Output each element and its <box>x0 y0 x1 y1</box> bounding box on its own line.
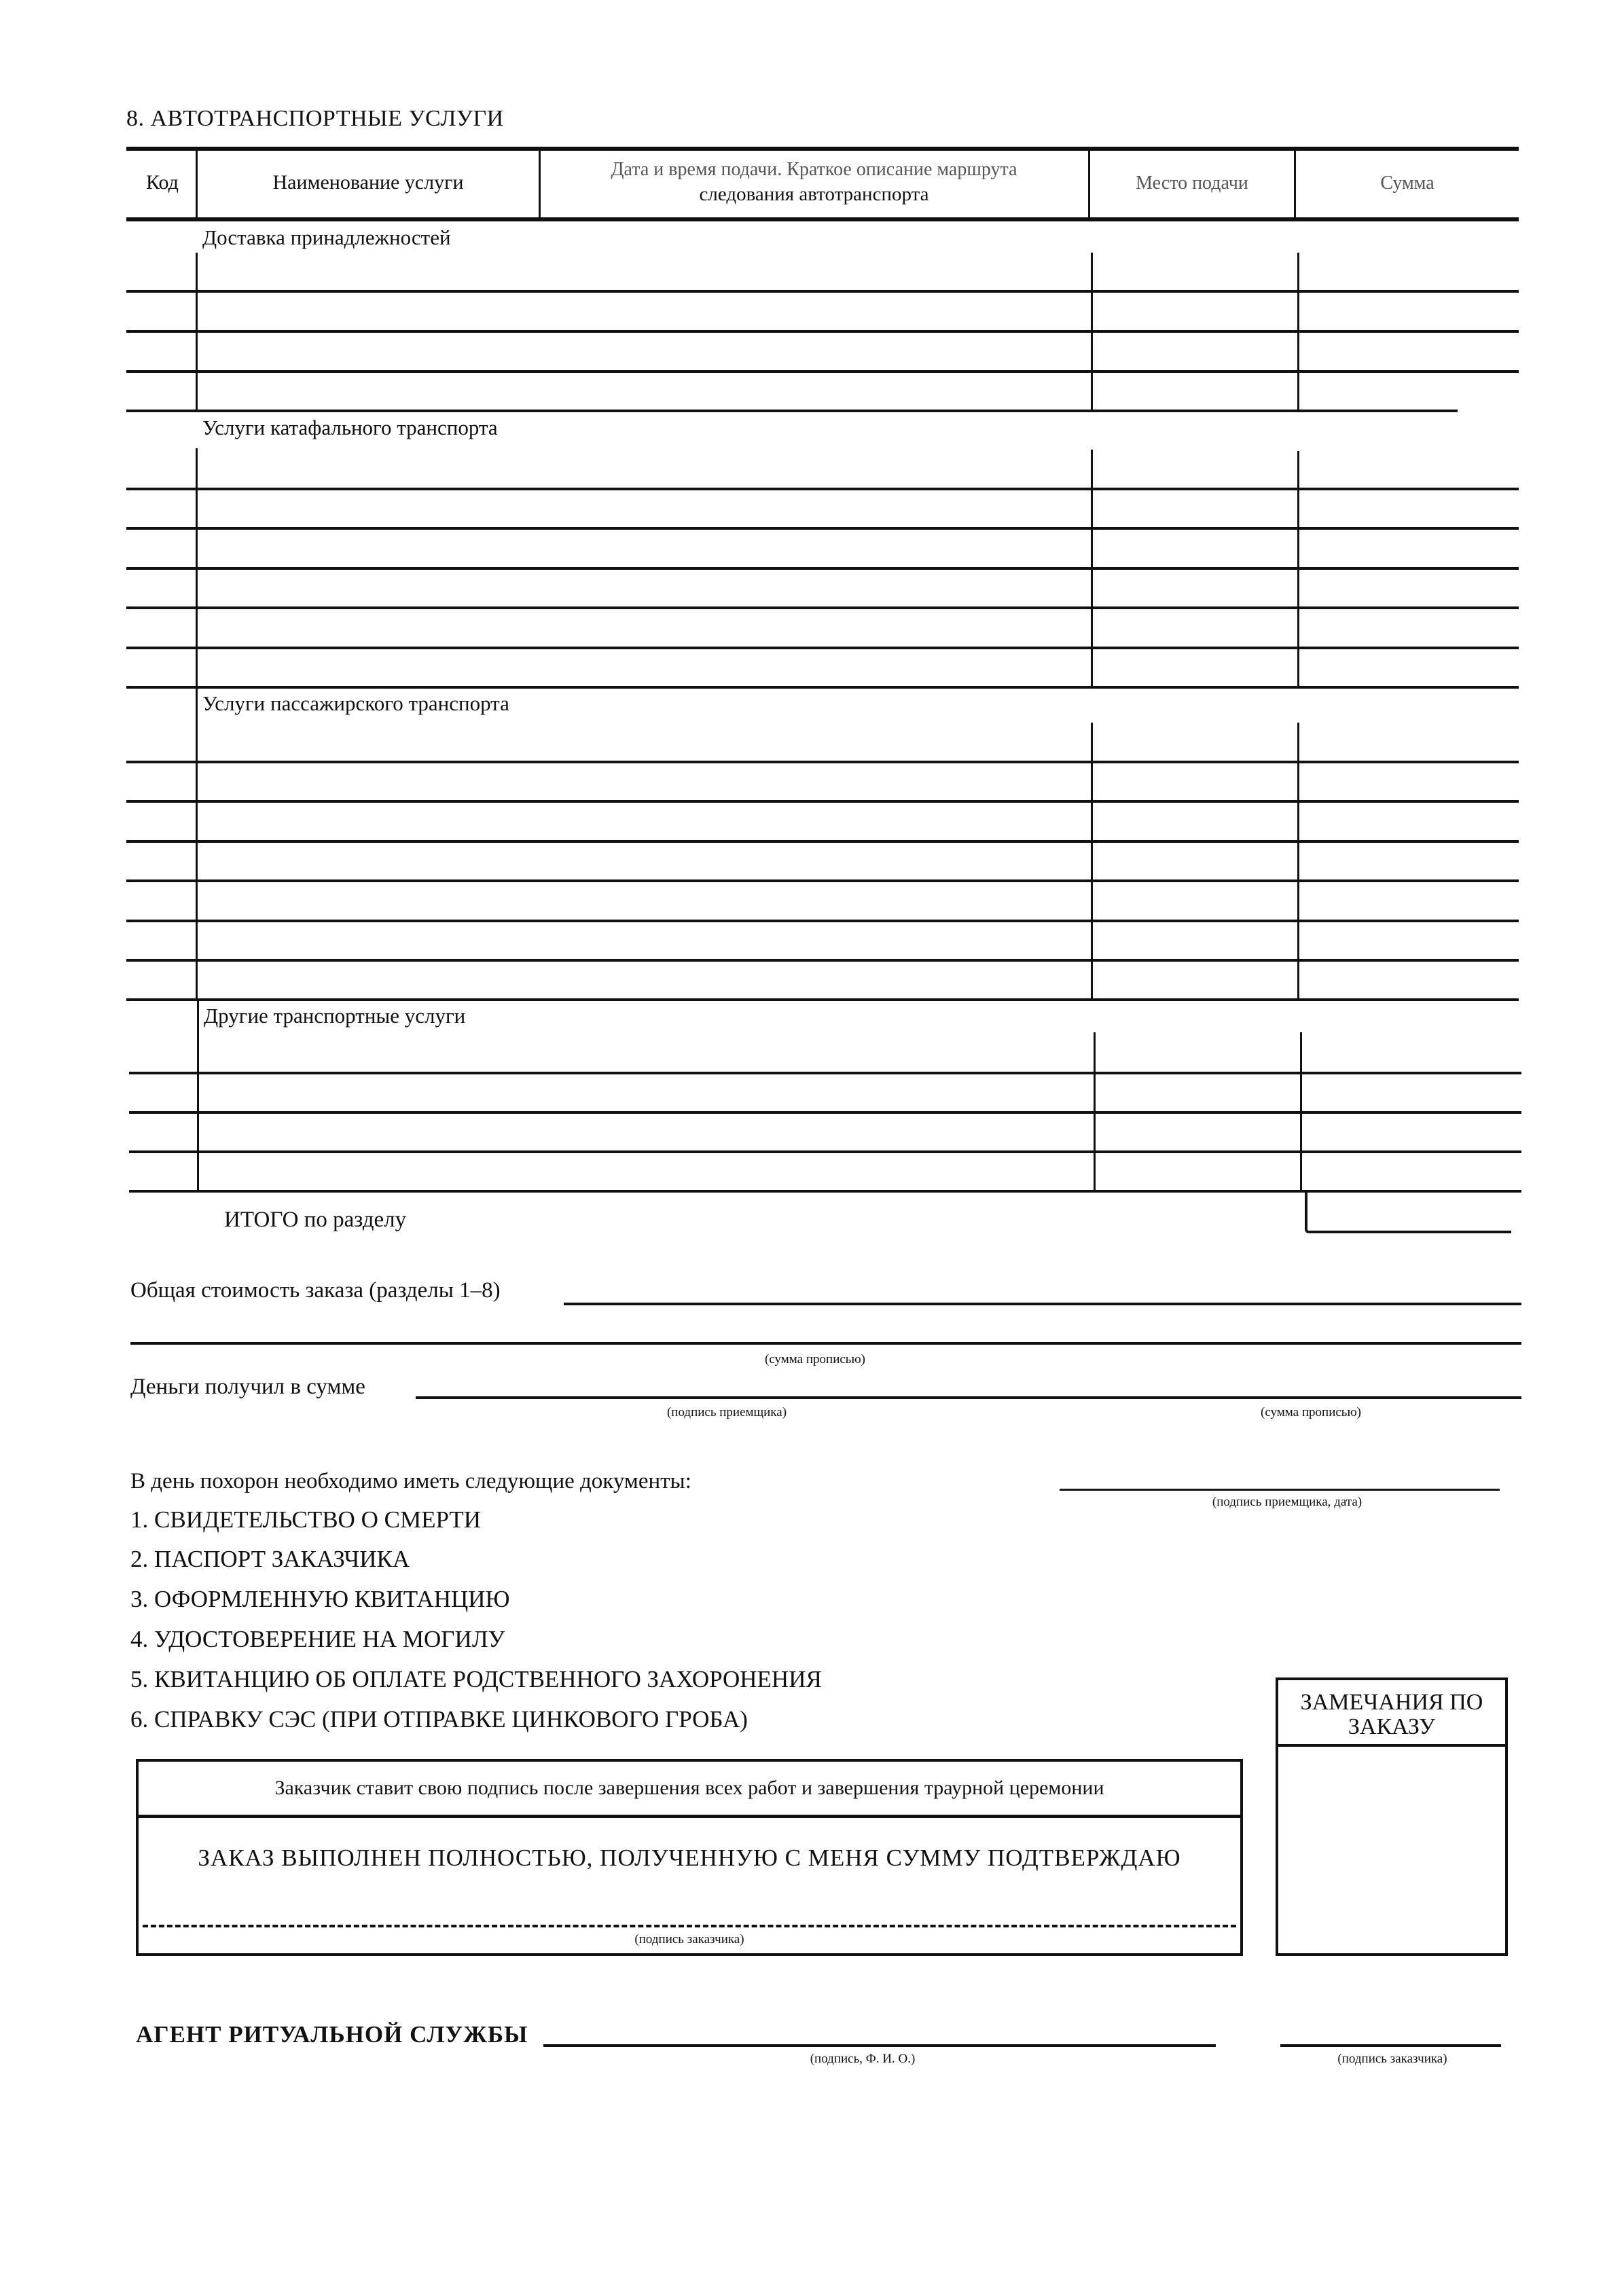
column-header-route-line1: Дата и время подачи. Краткое описание маршрута <box>611 159 1017 180</box>
customer-confirmation-box <box>136 1759 1243 1956</box>
remarks-field[interactable] <box>1278 1747 1505 1953</box>
section-total-field[interactable] <box>1305 1190 1511 1233</box>
group-label-hearse: Услуги катафального транспорта <box>202 416 498 439</box>
section-total-label: ИТОГО по разделу <box>224 1208 407 1232</box>
table-row[interactable] <box>126 370 1519 373</box>
order-cost-field[interactable] <box>564 1303 1521 1305</box>
table-header-bottom-border <box>126 217 1519 221</box>
agent-customer-signature-field[interactable] <box>1280 2044 1501 2047</box>
agent-signature-caption: (подпись, Ф. И. О.) <box>810 2052 916 2066</box>
remarks-box <box>1276 1677 1508 1956</box>
table-row[interactable] <box>129 1111 1521 1114</box>
table-row[interactable] <box>126 840 1519 843</box>
table-row[interactable] <box>126 488 1519 490</box>
table-row[interactable] <box>129 1150 1521 1153</box>
table-top-border <box>126 147 1519 151</box>
column-header-route-line2: следования автотранспорта <box>699 183 929 205</box>
column-header-sum: Сумма <box>1380 173 1434 194</box>
column-divider <box>1297 723 1299 1000</box>
order-cost-label: Общая стоимость заказа (разделы 1–8) <box>130 1278 501 1303</box>
money-received-field[interactable] <box>416 1396 1521 1399</box>
column-divider <box>197 1000 199 1190</box>
document-item: 5. КВИТАНЦИЮ ОБ ОПЛАТЕ РОДСТВЕННОГО ЗАХОРОНЕНИЯ <box>130 1666 822 1692</box>
table-row[interactable] <box>126 761 1519 763</box>
money-received-label: Деньги получил в сумме <box>130 1375 365 1399</box>
remarks-header <box>1278 1680 1505 1747</box>
group-label-delivery: Доставка принадлежностей <box>202 225 451 249</box>
header-divider <box>1294 151 1296 217</box>
customer-signature-field[interactable] <box>143 1925 1236 1927</box>
header-divider <box>539 151 541 217</box>
table-row[interactable] <box>126 606 1519 609</box>
remarks-title-line2: ЗАКАЗУ <box>1348 1714 1436 1739</box>
receiver-sign-date-caption: (подпись приемщика, дата) <box>1212 1495 1363 1509</box>
column-header-name: Наименование услуги <box>272 171 464 194</box>
receiver-sign-date-field[interactable] <box>1060 1489 1500 1491</box>
customer-note: Заказчик ставит свою подпись после завершения всех работ и завершения траурной церемонии <box>274 1777 1104 1799</box>
column-header-place: Место подачи <box>1136 173 1248 194</box>
table-row[interactable] <box>126 647 1519 649</box>
box-divider <box>139 1815 1240 1818</box>
agent-label: АГЕНТ РИТУАЛЬНОЙ СЛУЖБЫ <box>136 2021 528 2048</box>
table-row[interactable] <box>126 330 1519 333</box>
agent-signature-field[interactable] <box>543 2044 1216 2047</box>
table-row[interactable] <box>126 527 1519 530</box>
table-row[interactable] <box>126 879 1519 882</box>
column-divider <box>196 687 198 1000</box>
table-row[interactable] <box>126 686 1519 689</box>
table-row[interactable] <box>126 959 1519 962</box>
table-row[interactable] <box>126 920 1519 922</box>
table-row[interactable] <box>129 1072 1521 1074</box>
column-divider <box>1091 723 1093 1000</box>
section-title: 8. АВТОТРАНСПОРТНЫЕ УСЛУГИ <box>126 106 504 131</box>
order-cost-words-field[interactable] <box>130 1342 1521 1345</box>
document-item: 1. СВИДЕТЕЛЬСТВО О СМЕРТИ <box>130 1506 481 1533</box>
agent-customer-signature-caption: (подпись заказчика) <box>1337 2052 1447 2066</box>
completion-statement: ЗАКАЗ ВЫПОЛНЕН ПОЛНОСТЬЮ, ПОЛУЧЕННУЮ С МЕНЯ СУММУ ПОДТВЕРЖДАЮ <box>198 1845 1181 1871</box>
group-label-passenger: Услуги пассажирского транспорта <box>202 691 509 715</box>
remarks-title-line1: ЗАМЕЧАНИЯ ПО <box>1300 1690 1483 1715</box>
document-item: 2. ПАСПОРТ ЗАКАЗЧИКА <box>130 1546 410 1572</box>
column-header-code: Код <box>146 171 179 194</box>
header-divider <box>196 151 198 217</box>
table-row[interactable] <box>126 290 1519 293</box>
table-row[interactable] <box>126 800 1519 803</box>
header-divider <box>1088 151 1090 217</box>
table-row[interactable] <box>126 998 1519 1001</box>
amount-in-words-caption: (сумма прописью) <box>765 1352 865 1366</box>
receiver-signature-caption: (подпись приемщика) <box>666 1405 787 1419</box>
customer-signature-caption: (подпись заказчика) <box>634 1932 744 1946</box>
table-row[interactable] <box>126 410 1458 412</box>
amount-in-words-caption-2: (сумма прописью) <box>1261 1405 1361 1419</box>
table-row[interactable] <box>126 567 1519 570</box>
document-item: 4. УДОСТОВЕРЕНИЕ НА МОГИЛУ <box>130 1626 505 1652</box>
document-item: 6. СПРАВКУ СЭС (ПРИ ОТПРАВКЕ ЦИНКОВОГО ГРОБА) <box>130 1706 748 1732</box>
document-item: 3. ОФОРМЛЕННУЮ КВИТАНЦИЮ <box>130 1586 510 1612</box>
group-label-other: Другие транспортные услуги <box>204 1004 466 1028</box>
documents-intro: В день похорон необходимо иметь следующие документы: <box>130 1469 691 1493</box>
